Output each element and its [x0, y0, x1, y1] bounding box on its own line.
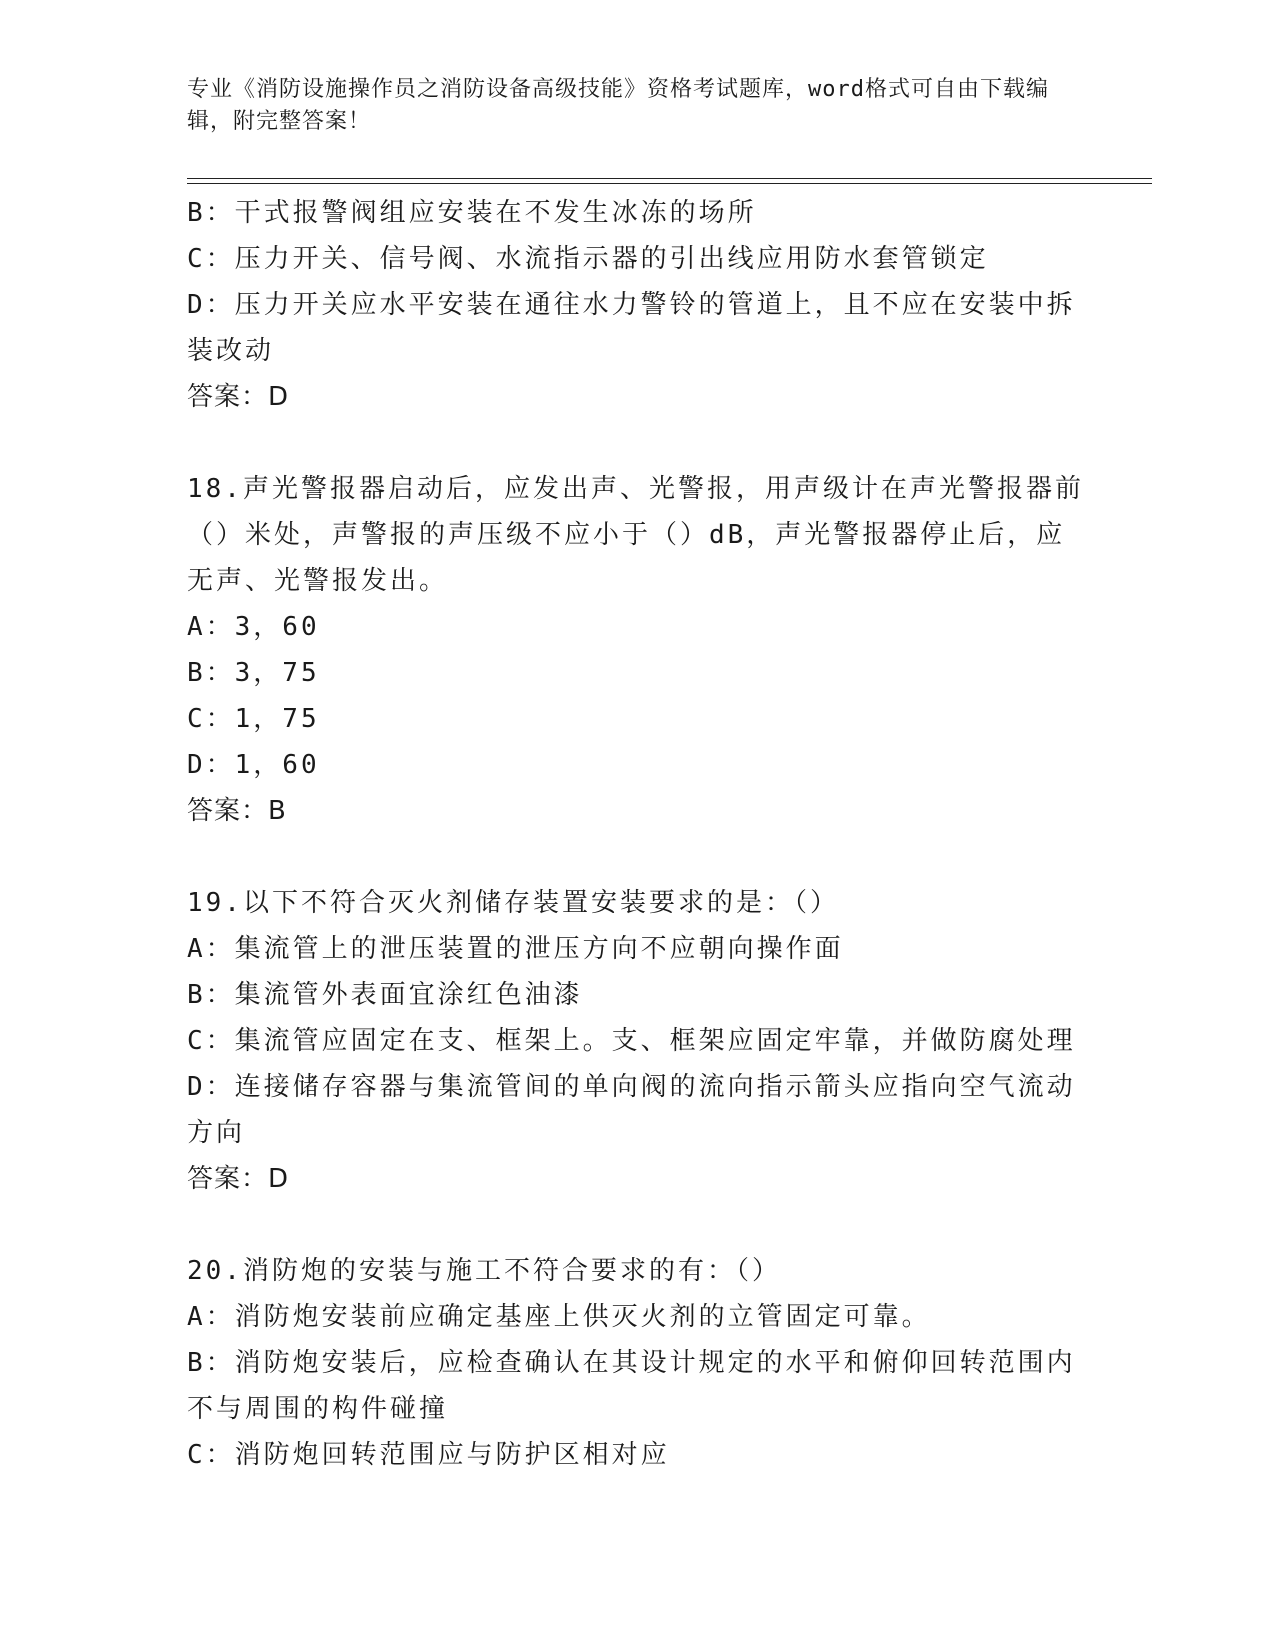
question-stem: 20.消防炮的安装与施工不符合要求的有：（） [187, 1256, 781, 1286]
header-divider-bottom [187, 183, 1152, 184]
question-20 [187, 1248, 1087, 1478]
option-c: C：压力开关、信号阀、水流指示器的引出线应用防水套管锁定 [187, 244, 989, 274]
answer: 答案：D [187, 1164, 290, 1194]
option-b: B：消防炮安装后，应检查确认在其设计规定的水平和俯仰回转范围内 [187, 1348, 1076, 1378]
option-a: A：3，60 [187, 612, 320, 642]
question-stem-continued: （）米处，声警报的声压级不应小于（）dB，声光警报器停止后，应 [187, 520, 1066, 550]
question-stem: 18.声光警报器启动后，应发出声、光警报，用声级计在声光警报器前 [187, 474, 1084, 504]
option-d: D：1，60 [187, 750, 320, 780]
page-header: 专业《消防设施操作员之消防设备高级技能》资格考试题库，word格式可自由下载编辑，附完整答案！ [187, 77, 1049, 134]
option-d: D：连接储存容器与集流管间的单向阀的流向指示箭头应指向空气流动 [187, 1072, 1076, 1102]
question-stem: 19.以下不符合灭火剂储存装置安装要求的是：（） [187, 888, 839, 918]
spacer [187, 834, 1087, 880]
spacer [187, 1202, 1087, 1248]
option-c: C：集流管应固定在支、框架上。支、框架应固定牢靠，并做防腐处理 [187, 1026, 1076, 1056]
spacer [187, 420, 1087, 466]
option-b: B：3，75 [187, 658, 320, 688]
option-b-continued: 不与周围的构件碰撞 [187, 1394, 449, 1424]
option-b: B：集流管外表面宜涂红色油漆 [187, 980, 583, 1010]
question-19 [187, 880, 1087, 1202]
question-17-tail [187, 190, 1087, 420]
option-d: D：压力开关应水平安装在通往水力警铃的管道上，且不应在安装中拆 [187, 290, 1076, 320]
option-c: C：消防炮回转范围应与防护区相对应 [187, 1440, 670, 1470]
option-d-continued: 方向 [187, 1118, 246, 1148]
question-18 [187, 466, 1087, 834]
option-a: A：消防炮安装前应确定基座上供灭火剂的立管固定可靠。 [187, 1302, 931, 1332]
question-stem-continued: 无声、光警报发出。 [187, 566, 449, 596]
option-b: B：干式报警阀组应安装在不发生冰冻的场所 [187, 198, 757, 228]
answer: 答案：D [187, 382, 290, 412]
question-list [187, 190, 1087, 1478]
option-a: A：集流管上的泄压装置的泄压方向不应朝向操作面 [187, 934, 844, 964]
header-divider-top [187, 178, 1152, 179]
answer: 答案：B [187, 796, 287, 826]
option-c: C：1，75 [187, 704, 320, 734]
option-d-continued: 装改动 [187, 336, 275, 366]
